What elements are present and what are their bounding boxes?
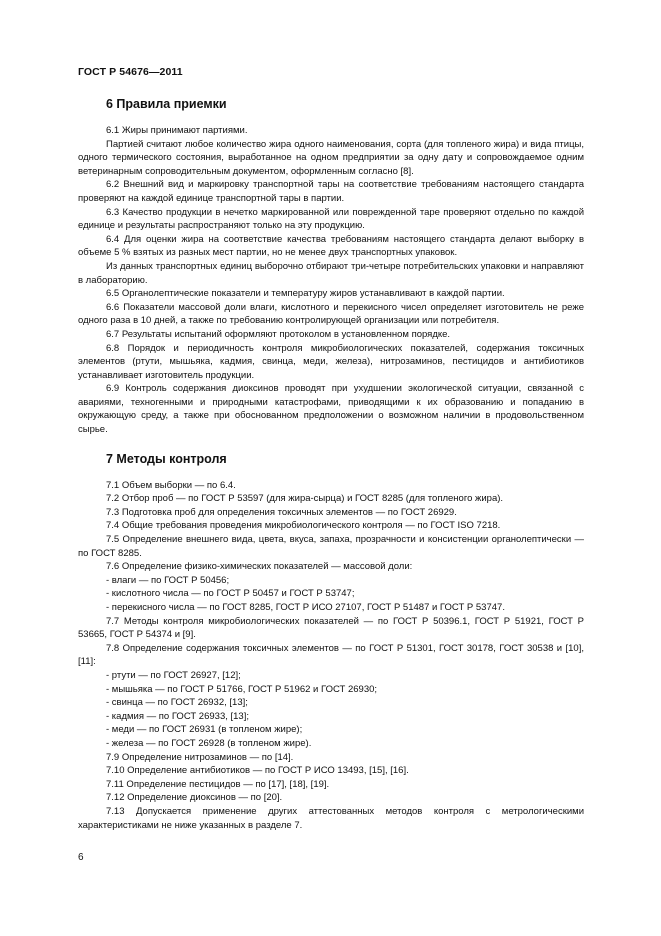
list-item-peroxide-number: - перекисного числа — по ГОСТ 8285, ГОСТ Р ИСО 27107, ГОСТ Р 51487 и ГОСТ Р 53747. — [106, 602, 505, 613]
paragraph-7-6: 7.6 Определение физико-химических показателей — массовой доли: — [106, 561, 413, 573]
paragraph-7-11: 7.11 Определение пестицидов — по [17], [18], [19]. — [106, 778, 330, 790]
page-content — [78, 96, 584, 832]
section-6-title: 6 Правила приемки — [106, 97, 227, 111]
paragraph-6-5: 6.5 Органолептические показатели и температуру жиров устанавливают в каждой партии. — [106, 288, 505, 300]
list-item-lead: - свинца — по ГОСТ 26932, [13]; — [106, 697, 248, 709]
paragraph-6-4: 6.4 Для оценки жира на соответствие качества требованиям настоящего стандарта делают выборку в объеме 5 % взятых из разных мест партии, но не менее двух транспортных упаковок. — [78, 233, 584, 259]
list-item-arsenic: - мышьяка — по ГОСТ Р 51766, ГОСТ Р 51962 и ГОСТ 26930; — [106, 683, 378, 695]
paragraph-7-3: 7.3 Подготовка проб для определения токсичных элементов — по ГОСТ 26929. — [106, 506, 457, 518]
paragraph-6-8: 6.8 Порядок и периодичность контроля микробиологических показателей, содержания токсичных элементов (ртути, мышьяка, кадмия, свинца, меди, железа), нитрозаминов, пестицидов и антибиотиков устанавливает изготовитель продукции. — [78, 342, 584, 381]
paragraph-7-13: 7.13 Допускается применение других аттестованных методов контроля с метрологическими характеристиками не ниже указанных в разделе 7. — [78, 805, 584, 831]
section-7-title: 7 Методы контроля — [106, 451, 227, 466]
document-header: ГОСТ Р 54676—2011 — [78, 66, 183, 78]
paragraph-7-8: 7.8 Определение содержания токсичных элементов — по ГОСТ Р 51301, ГОСТ 30178, ГОСТ 30538 и [10], [11]: — [78, 642, 584, 668]
paragraph-6-1: 6.1 Жиры принимают партиями. — [106, 125, 248, 136]
list-item-acid-number: - кислотного числа — по ГОСТ Р 50457 и ГОСТ Р 53747; — [106, 588, 355, 600]
paragraph-7-9: 7.9 Определение нитрозаминов — по [14]. — [106, 751, 294, 763]
paragraph-6-1-batch: Партией считают любое количество жира одного наименования, сорта (для топленого жира) и вида птицы, одного термического состояния, выработанное на одном предприятии за одну дату и сопровождаемое одним ветеринарным сопроводительным документом, оформленным согласно [8]. — [78, 138, 584, 177]
list-item-copper: - меди — по ГОСТ 26931 (в топленом жире); — [106, 724, 303, 736]
paragraph-7-2: 7.2 Отбор проб — по ГОСТ Р 53597 (для жира-сырца) и ГОСТ 8285 (для топленого жира). — [106, 493, 504, 505]
paragraph-6-9: 6.9 Контроль содержания диоксинов проводят при ухудшении экологической ситуации, связанной с авариями, техногенными и природными катастрофами, приводящими к их образованию и попаданию в окружающую среду, а также при обоснованном предположении о возможном наличии в продовольственном сырье. — [78, 383, 584, 436]
paragraph-6-7: 6.7 Результаты испытаний оформляют протоколом в установленном порядке. — [106, 328, 451, 340]
paragraph-7-4: 7.4 Общие требования проведения микробиологического контроля — по ГОСТ ISO 7218. — [106, 520, 501, 532]
paragraph-7-5: 7.5 Определение внешнего вида, цвета, вкуса, запаха, прозрачности и консистенции органолептически — по ГОСТ 8285. — [78, 534, 584, 559]
paragraph-7-10: 7.10 Определение антибиотиков — по ГОСТ Р ИСО 13493, [15], [16]. — [106, 765, 409, 777]
list-item-cadmium: - кадмия — по ГОСТ 26933, [13]; — [106, 710, 249, 722]
list-item-moisture: - влаги — по ГОСТ Р 50456; — [106, 574, 230, 586]
list-item-iron: - железа — по ГОСТ 26928 (в топленом жире). — [106, 737, 312, 749]
paragraph-6-6: 6.6 Показатели массовой доли влаги, кислотного и перекисного чисел определяет изготовитель не реже одного раза в 10 дней, а также по требованию контролирующей организации или потребителя. — [78, 301, 584, 327]
paragraph-7-12: 7.12 Определение диоксинов — по [20]. — [106, 792, 283, 804]
paragraph-7-7: 7.7 Методы контроля микробиологических показателей — по ГОСТ Р 50396.1, ГОСТ Р 51921, ГОСТ Р 53665, ГОСТ Р 54374 и [9]. — [78, 615, 584, 641]
paragraph-6-3: 6.3 Качество продукции в нечетко маркированной или поврежденной таре проверяют отдельно по каждой единице и результаты распространяют только на эту продукцию. — [78, 206, 584, 232]
paragraph-6-2: 6.2 Внешний вид и маркировку транспортной тары на соответствие требованиям настоящего стандарта проверяют на каждой единице транспортной тары в партии. — [78, 179, 584, 204]
page-number: 6 — [78, 852, 84, 863]
paragraph-6-4-sampling: Из данных транспортных единиц выборочно отбирают три-четыре потребительских упаковки и направляют в лабораторию. — [78, 260, 584, 286]
list-item-mercury: - ртути — по ГОСТ 26927, [12]; — [106, 669, 241, 681]
paragraph-7-1: 7.1 Объем выборки — по 6.4. — [106, 479, 236, 491]
